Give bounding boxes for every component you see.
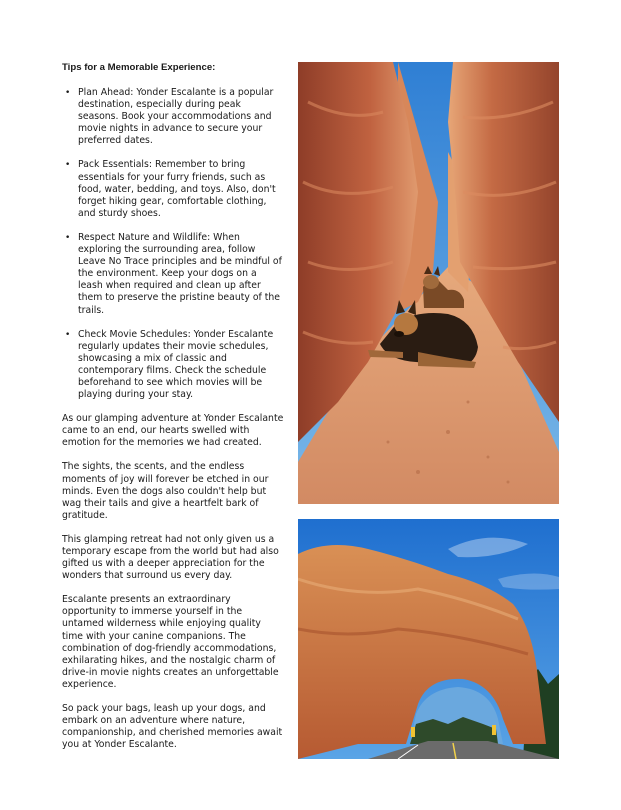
paragraph-retreat: This glamping retreat had not only given us a temporary escape from the world but had also gifted us with a deeper appreciation for the wonders that surround us every day. — [62, 533, 279, 582]
paragraph-closing: So pack your bags, leash up your dogs, and embark on an adventure where nature, companionship, and cherished memories await you at Yonder Escalante. — [62, 703, 283, 751]
tip-item-pack-essentials: • Pack Essentials: Remember to bring essentials for your furry friends, such as food, water, bedding, and toys. Also, don't forget hiking gear, comfortable clothing, and sturdy shoes. — [78, 159, 284, 219]
slot-canyon-dogs-photo — [298, 62, 559, 504]
tip-item-plan-ahead: • Plan Ahead: Yonder Escalante is a popular destination, especially during peak seasons. Book your accommodations and movie nights in advance to secure your preferred dates. — [78, 87, 284, 147]
tip-item-movie-schedules: • Check Movie Schedules: Yonder Escalante regularly updates their movie schedules, showcasing a mix of classic and contemporary films. Check the schedule beforehand to see which movies will be playing during your stay. — [78, 329, 284, 402]
paragraph-escalante: Escalante presents an extraordinary opportunity to immerse yourself in the untamed wilderness while enjoying quality time with your canine companions. The combination of dog-friendly accommodations, exhilarating hikes, and the nostalgic charm of drive-in movie nights creates an unforgettable experience. — [62, 594, 279, 690]
article-text-column — [62, 62, 284, 763]
paragraph-adventure-end: As our glamping adventure at Yonder Escalante came to an end, our hearts swelled with emotion for the memories we had created. — [62, 413, 284, 449]
red-rock-arch-tunnel-photo — [298, 519, 559, 759]
section-heading: Tips for a Memorable Experience: — [62, 62, 216, 73]
tip-item-respect-nature: • Respect Nature and Wildlife: When exploring the surrounding area, follow Leave No Trace principles and be mindful of the environment. Keep your dogs on a leash when required and clean up after them to preserve the pristine beauty of the trails. — [78, 232, 284, 317]
tips-list — [62, 87, 284, 401]
paragraph-sights-scents: The sights, the scents, and the endless moments of joy will forever be etched in our minds. Even the dogs also couldn't help but wag their tails and give a heartfelt bark of gratitude. — [62, 461, 269, 521]
